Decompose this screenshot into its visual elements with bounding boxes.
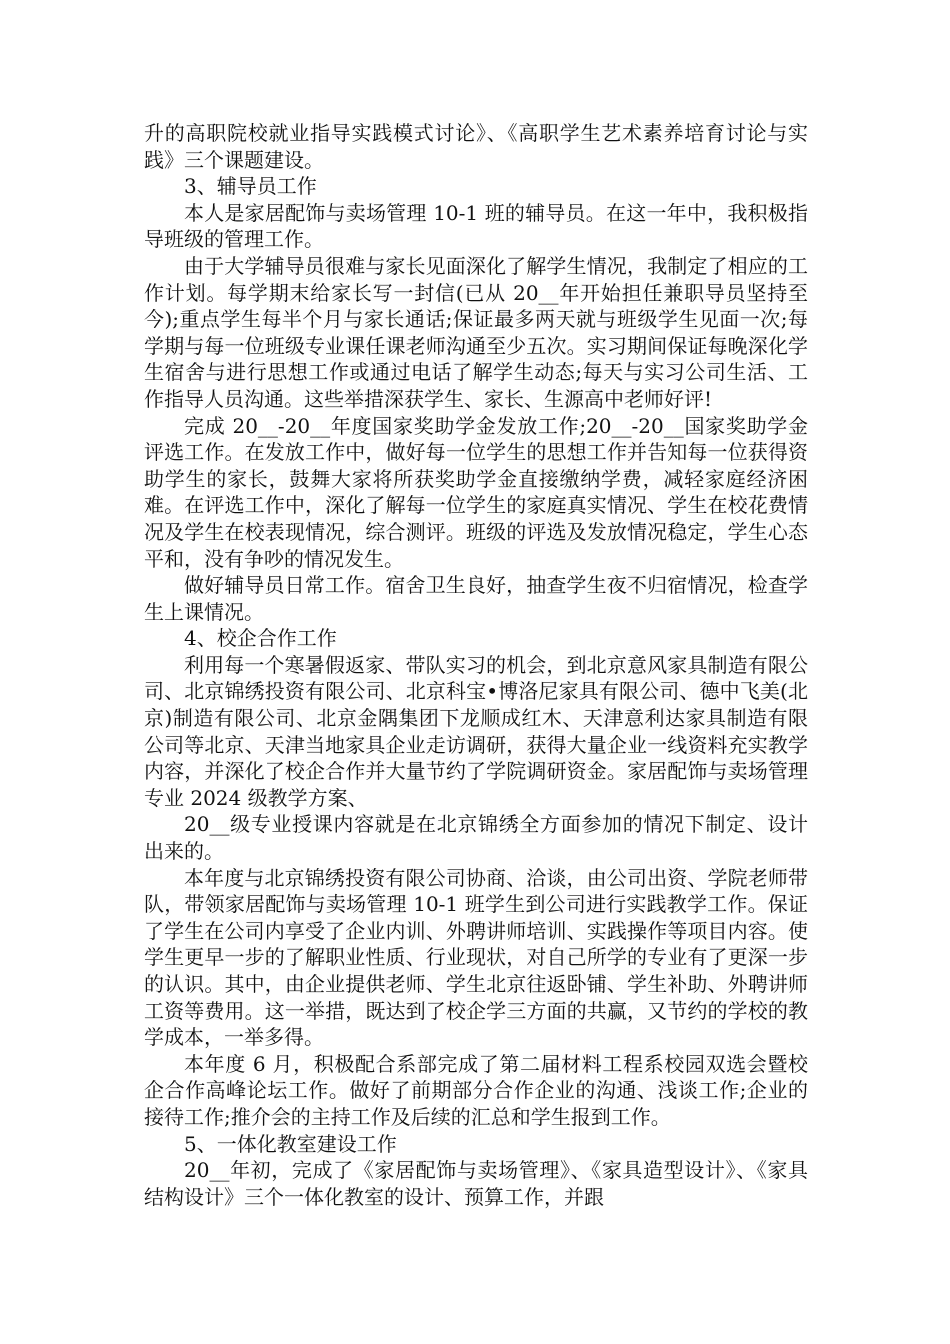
paragraph-classroom-design: 20__年初，完成了《家居配饰与卖场管理》、《家具造型设计》、《家具结构设计》三个一体化教室的设计、预算工作，并跟 bbox=[144, 1158, 808, 1209]
paragraph-enterprise-visits: 利用每一个寒暑假返家、带队实习的机会，到北京意风家具制造有限公司、北京锦绣投资有限公司、北京科宝•博洛尼家具有限公司、德中飞美(北京)制造有限公司、北京金隅集团下龙顺成红木、天津意利达家具制造有限公司等北京、天津当地家具企业走访调研，获得大量企业一线资料充实教学内容，并深化了校企合作并大量节约了学院调研资金。家居配饰与卖场管理专业 2024 级教学方案、 bbox=[144, 652, 808, 810]
paragraph-scholarship: 完成 20__-20__年度国家奖助学金发放工作;20__-20__国家奖助学金评选工作。在发放工作中，做好每一位学生的思想工作并告知每一位获得资助学生的家长，鼓舞大家将所获奖助学金直接缴纳学费，减轻家庭经济困难。在评选工作中，深化了解每一位学生的家庭真实情况、学生在校花费情况及学生在校表现情况，综合测评。班级的评选及发放情况稳定，学生心态平和，没有争吵的情况发生。 bbox=[144, 413, 808, 571]
section-heading-school-enterprise: 4、校企合作工作 bbox=[184, 626, 337, 651]
section-heading-counselor-work: 3、辅导员工作 bbox=[184, 174, 317, 199]
paragraph-work-plan: 由于大学辅导员很难与家长见面深化了解学生情况，我制定了相应的工作计划。每学期末给家长写一封信(已从 20__年开始担任兼职导员坚持至今);重点学生每半个月与家长通话;保证最多两天就与班级学生见面一次;每学期与每一位班级专业课任课老师沟通至少五次。实习期间保证每晚深化学生宿舍与进行思想工作或通过电话了解学生动态;每天与实习公司生活、工作指导人员沟通。这些举措深获学生、家长、生源高中老师好评! bbox=[144, 253, 808, 411]
paragraph-daily-work: 做好辅导员日常工作。宿舍卫生良好，抽查学生夜不归宿情况，检查学生上课情况。 bbox=[144, 573, 808, 624]
paragraph-job-fair: 本年度 6 月，积极配合系部完成了第二届材料工程系校园双选会暨校企合作高峰论坛工作。做好了前期部分合作企业的沟通、浅谈工作;企业的接待工作;推介会的主持工作及后续的汇总和学生报到工作。 bbox=[144, 1051, 808, 1129]
paragraph-practice-teaching: 本年度与北京锦绣投资有限公司协商、洽谈，由公司出资、学院老师带队，带领家居配饰与卖场管理 10-1 班学生到公司进行实践教学工作。保证了学生在公司内享受了企业内训、外聘讲师培训、实践操作等项目内容。使学生更早一步的了解职业性质、行业现状，对自己所学的专业有了更深一步的认识。其中，由企业提供老师、学生北京往返卧铺、学生补助、外聘讲师工资等费用。这一举措，既达到了校企学三方面的共赢，又节约的学校的教学成本，一举多得。 bbox=[144, 865, 808, 1050]
paragraph-counselor-intro: 本人是家居配饰与卖场管理 10-1 班的辅导员。在这一年中，我积极指导班级的管理工作。 bbox=[144, 200, 808, 252]
paragraph-course-content: 20__级专业授课内容就是在北京锦绣全方面参加的情况下制定、设计出来的。 bbox=[144, 812, 808, 864]
document-page bbox=[144, 120, 808, 1210]
paragraph-continuation: 升的高职院校就业指导实践模式讨论》、《高职学生艺术素养培育讨论与实践》三个课题建设。 bbox=[144, 121, 808, 172]
section-heading-classroom-construction: 5、一体化教室建设工作 bbox=[184, 1131, 397, 1156]
